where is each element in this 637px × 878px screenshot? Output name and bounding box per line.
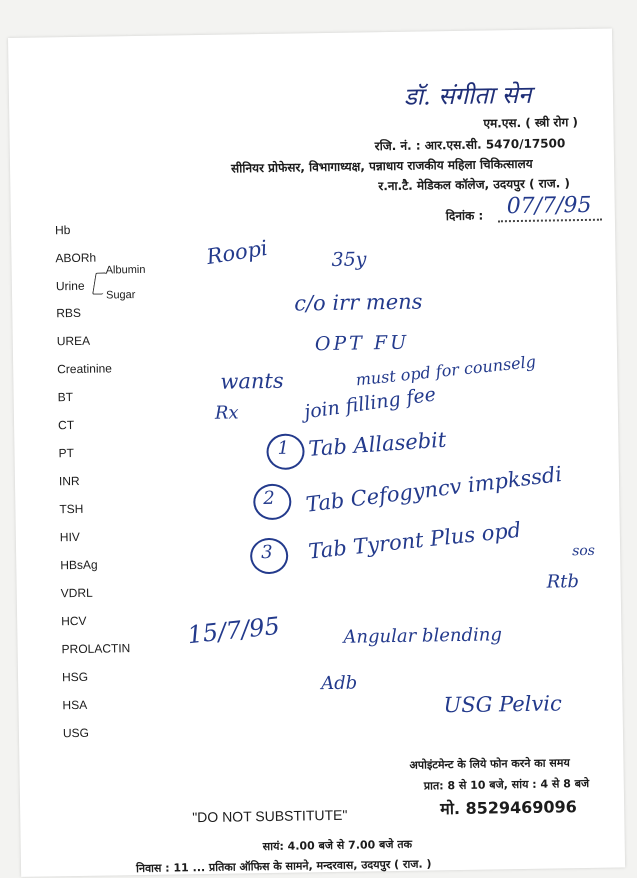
date-label: दिनांक : [445, 208, 484, 224]
complaint: c/o irr mens [294, 289, 423, 316]
test-item: HSA [62, 697, 88, 713]
test-item: VDRL [60, 585, 93, 601]
rx-symbol: Rx [214, 402, 239, 424]
appointment-times: प्रात: 8 से 10 बजे, सांय : 4 से 8 बजे [423, 776, 590, 793]
test-item: USG [62, 725, 90, 741]
test-item: HCV [61, 613, 87, 629]
test-item: HSG [61, 669, 89, 685]
phone-number: मो. 8529469096 [440, 797, 577, 819]
test-item: TSH [59, 501, 84, 517]
note-wants: wants [220, 368, 284, 394]
item-number: 2 [263, 487, 275, 510]
test-item: ABORh [55, 250, 97, 266]
appointment-title: अपोइंटमेन्ट के लिये फोन करने का समय [409, 756, 570, 772]
evening-hours: सायं: 4.00 बजे से 7.00 बजे तक [262, 837, 413, 854]
signature-initials: Rtb [546, 571, 580, 593]
test-item: RBS [56, 305, 82, 321]
test-item: PT [58, 446, 74, 461]
test-item: PROLACTIN [61, 641, 131, 657]
test-item: UREA [56, 333, 91, 349]
doctor-name: डॉ. संगीता सेन [403, 80, 532, 111]
note-filling: join filling fee [302, 383, 438, 424]
clinic-address: निवास : 11 ... प्रतिका ऑफिस के सामने, मन्दरवास, उदयपुर ( राज. ) [135, 857, 432, 876]
patient-age: 35y [331, 248, 367, 271]
side-note: sos [572, 542, 596, 560]
test-item: HBsAg [60, 557, 98, 573]
test-item: Creatinine [57, 361, 113, 377]
doctor-qualification: एम.एस. ( स्त्री रोग ) [483, 115, 579, 131]
item-number: 3 [260, 541, 273, 564]
item-number: 1 [277, 437, 290, 459]
test-item: Urine [55, 278, 85, 294]
usg-note: USG Pelvic [443, 691, 562, 718]
signature-initials: Adb [321, 672, 358, 695]
urine-bracket [92, 272, 107, 294]
do-not-substitute: "DO NOT SUBSTITUTE" [192, 806, 348, 826]
test-item: Hb [54, 223, 71, 238]
note-counselling: must opd for counselg [354, 351, 537, 390]
urine-albumin: Albumin [105, 263, 146, 277]
test-item: HIV [59, 529, 80, 545]
test-item: CT [57, 418, 75, 433]
test-item: BT [57, 390, 74, 405]
date-dotted-line [498, 219, 602, 223]
opd-note: OPT FU [314, 331, 410, 356]
prescription-item: Tab Tyront Plus opd [307, 517, 523, 564]
college-name: र.ना.टै. मेडिकल कॉलेज, उदयपुर ( राज. ) [378, 176, 570, 194]
prescription-item: Tab Allasebit [307, 427, 448, 461]
doctor-designation: सीनियर प्रोफेसर, विभागाध्यक्ष, पन्नाधाय राजकीय महिला चिकित्सालय [230, 156, 533, 176]
registration-number: रजि. नं. : आर.एस.सी. 5470/17500 [374, 136, 566, 154]
followup-date: 15/7/95 [186, 611, 282, 650]
test-list [54, 221, 175, 741]
date-value: 07/7/95 [506, 192, 592, 220]
prescription-item: Tab Cefogyncv impkssdi [304, 461, 564, 517]
urine-sugar: Sugar [105, 289, 136, 302]
prescription-sheet [8, 29, 625, 877]
followup-note: Angular blending [343, 624, 503, 648]
patient-name: Roopi [204, 235, 270, 270]
test-item: INR [58, 473, 80, 489]
